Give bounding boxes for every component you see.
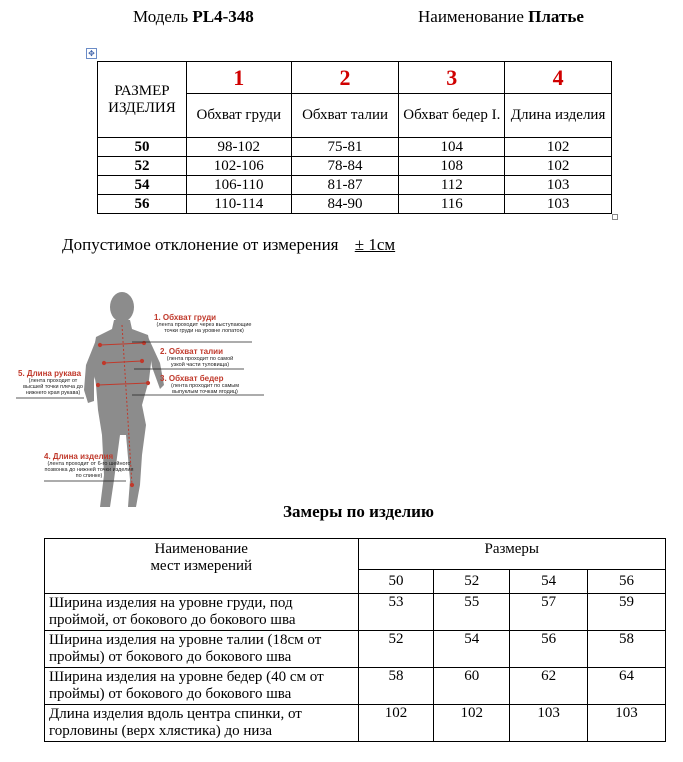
value-cell: 102 [505,157,612,176]
place-header-cell: Наименование мест измерений [45,539,359,594]
table-row [45,668,666,705]
table-resize-handle[interactable] [612,214,618,220]
value-cell: 60 [434,668,510,705]
value-cell: 54 [434,631,510,668]
column-label: Обхват бедер I. [399,94,505,138]
hips-callout: 3. Обхват бедер (лента проходит по самым выпуклым точкам ягодиц) [160,374,240,395]
column-number: 2 [291,62,399,94]
measurement-place: Ширина изделия на уровне груди, под проймой, от бокового до бокового шва [45,594,359,631]
column-label: Длина изделия [505,94,612,138]
value-cell: 102 [505,138,612,157]
measurement-place: Длина изделия вдоль центра спинки, от горловины (верх хлястика) до низа [45,705,359,742]
size-chart-table [97,61,612,214]
tolerance-value: ± 1см [354,235,396,254]
value-cell: 58 [588,631,666,668]
tolerance-note [62,235,395,255]
table-row [45,594,666,631]
product-name-heading [418,7,584,27]
length-callout: 4. Длина изделия (лента проходит от 6-го шейного позвонка до нижней точки изделия по спинке) [44,452,134,479]
value-cell: 58 [358,668,434,705]
table-row [98,195,612,214]
table-row [98,176,612,195]
value-cell: 103 [505,195,612,214]
sizes-header-cell: Размеры [358,539,665,570]
table-move-handle-icon[interactable]: ✥ [86,48,97,59]
table-row [98,157,612,176]
size-column-header: 56 [588,569,666,593]
column-number: 4 [505,62,612,94]
value-cell: 116 [399,195,505,214]
size-column-header: 50 [358,569,434,593]
size-column-header: 54 [510,569,588,593]
value-cell: 52 [358,631,434,668]
value-cell: 98-102 [186,138,291,157]
size-cell: 50 [98,138,187,157]
table-row [98,138,612,157]
value-cell: 56 [510,631,588,668]
value-cell: 57 [510,594,588,631]
size-cell: 52 [98,157,187,176]
waist-callout: 2. Обхват талии (лента проходит по самой узкой части туловища) [160,347,234,368]
value-cell: 75-81 [291,138,399,157]
table-row [45,705,666,742]
model-value: PL4-348 [192,7,254,26]
value-cell: 104 [399,138,505,157]
tolerance-text: Допустимое отклонение от измерения [62,235,339,254]
value-cell: 62 [510,668,588,705]
value-cell: 108 [399,157,505,176]
value-cell: 106-110 [186,176,291,195]
name-value: Платье [528,7,584,26]
value-cell: 112 [399,176,505,195]
table-row [45,631,666,668]
value-cell: 103 [588,705,666,742]
value-cell: 102-106 [186,157,291,176]
sleeve-callout: 5. Длина рукава (лента проходит от высшей точки плеча до нижнего края рукава) [18,369,83,396]
value-cell: 84-90 [291,195,399,214]
measurements-title: Замеры по изделию [283,502,434,521]
size-cell: 54 [98,176,187,195]
value-cell: 78-84 [291,157,399,176]
size-column-header: 52 [434,569,510,593]
value-cell: 55 [434,594,510,631]
chest-callout: 1. Обхват груди (лента проходит через выступающие точки груди на уровне лопаток) [154,313,252,334]
value-cell: 59 [588,594,666,631]
column-number: 1 [186,62,291,94]
value-cell: 103 [505,176,612,195]
body-measurement-figure [14,285,354,515]
name-label: Наименование [418,7,524,26]
value-cell: 110-114 [186,195,291,214]
measurement-place: Ширина изделия на уровне талии (18см от проймы) от бокового до бокового шва [45,631,359,668]
value-cell: 81-87 [291,176,399,195]
size-cell: 56 [98,195,187,214]
value-cell: 64 [588,668,666,705]
measurement-place: Ширина изделия на уровне бедер (40 см от проймы) от бокового до бокового шва [45,668,359,705]
model-label: Модель [133,7,189,26]
column-label: Обхват груди [186,94,291,138]
column-number: 3 [399,62,505,94]
measurements-table [44,538,666,742]
value-cell: 102 [358,705,434,742]
model-heading [133,7,254,27]
size-header-cell: РАЗМЕР ИЗДЕЛИЯ [98,62,187,138]
column-label: Обхват талии [291,94,399,138]
value-cell: 102 [434,705,510,742]
value-cell: 103 [510,705,588,742]
value-cell: 53 [358,594,434,631]
